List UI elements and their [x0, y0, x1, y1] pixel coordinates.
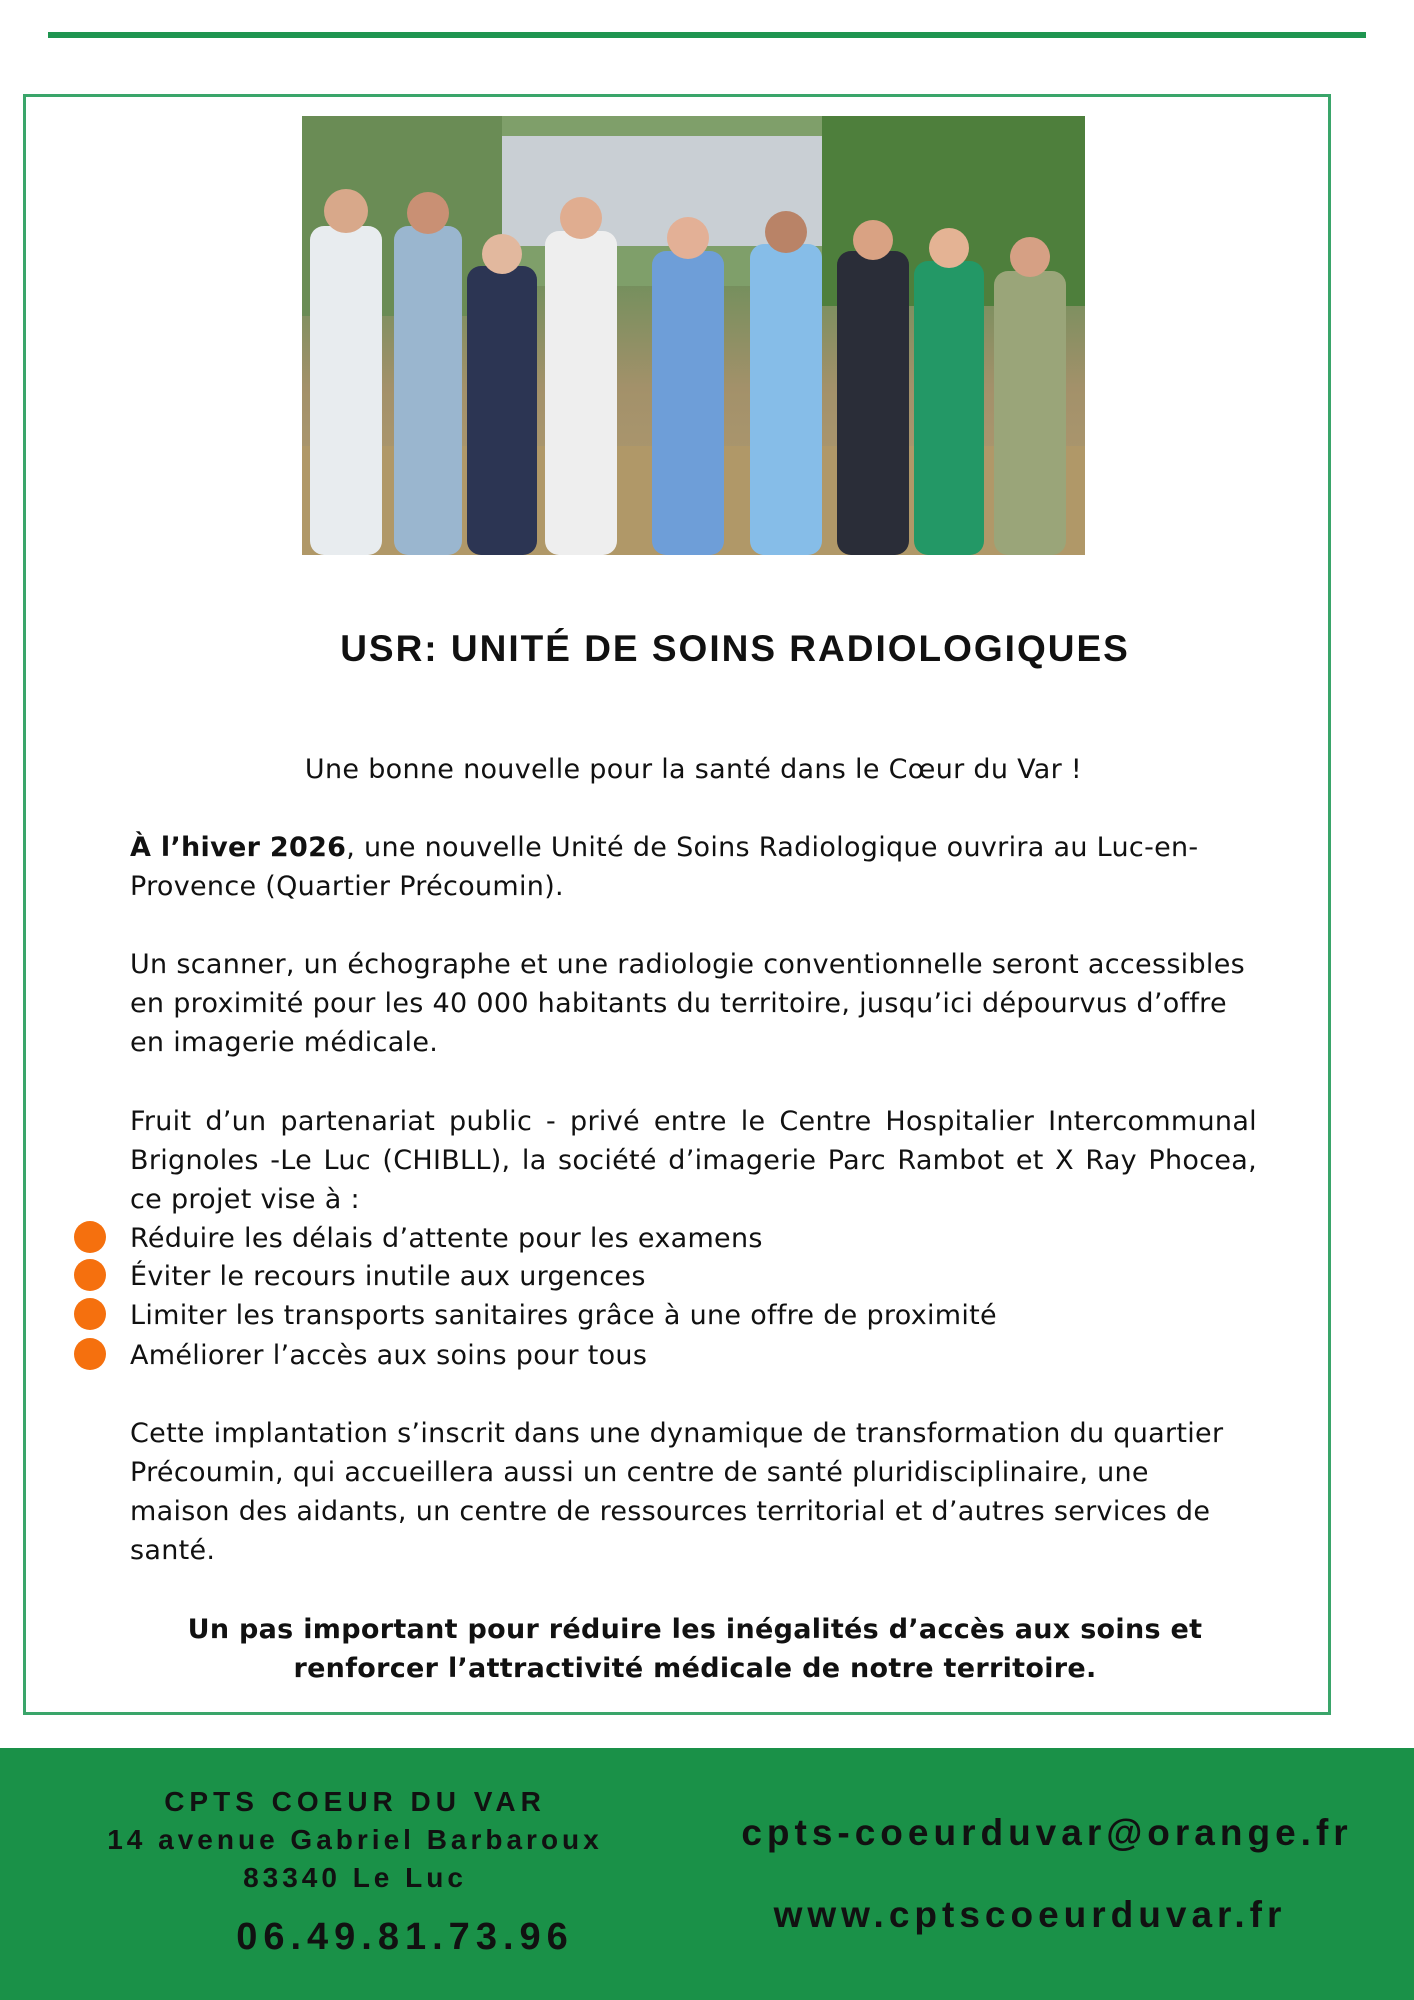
- group-photo: [302, 116, 1085, 555]
- list-item: Limiter les transports sanitaires grâce à une offre de proximité: [130, 1300, 997, 1331]
- list-item: Éviter le recours inutile aux urgences: [130, 1261, 646, 1292]
- footer-website[interactable]: www.cptscoeurduvar.fr: [773, 1894, 1287, 1935]
- list-item: Réduire les délais d’attente pour les examens: [130, 1223, 763, 1254]
- bullet-dot-icon: [74, 1221, 106, 1253]
- top-rule: [48, 32, 1366, 38]
- paragraph-partnership: Fruit d’un partenariat public - privé entre le Centre Hospitalier Intercommunal Brignoles -Le Luc (CHIBLL), la société d’imagerie Parc Rambot et X Ray Phocea, ce projet vise à :: [130, 1106, 1257, 1215]
- footer-postcode: 83340 Le Luc: [243, 1862, 467, 1893]
- footer: [0, 1748, 1414, 2000]
- paragraph-opening: [130, 828, 1257, 906]
- footer-email[interactable]: cpts-coeurduvar@orange.fr: [741, 1812, 1353, 1853]
- bullet-dot-icon: [74, 1298, 106, 1330]
- list-item: Améliorer l’accès aux soins pour tous: [130, 1340, 648, 1371]
- opening-date: À l’hiver 2026: [130, 832, 347, 863]
- footer-org: CPTS COEUR DU VAR: [164, 1786, 546, 1817]
- group-photo-icon: [302, 116, 1085, 555]
- paragraph-transformation: Cette implantation s’inscrit dans une dynamique de transformation du quartier Précoumin, qui accueillera aussi un centre de santé pluridisciplinaire, une maison des aidants, un centre de ressources territorial et d’autres services de santé.: [130, 1418, 1224, 1566]
- paragraph-equipment: Un scanner, un échographe et une radiologie conventionnelle seront accessibles en proximité pour les 40 000 habitants du territoire, jusqu’ici dépourvus d’offre en imagerie médicale.: [130, 949, 1246, 1058]
- bullet-dot-icon: [74, 1338, 106, 1370]
- closing-statement: Un pas important pour réduire les inégalités d’accès aux soins et renforcer l’attractivité médicale de notre territoire.: [187, 1614, 1203, 1684]
- footer-address: 14 avenue Gabriel Barbaroux: [107, 1824, 603, 1855]
- footer-phone[interactable]: 06.49.81.73.96: [236, 1916, 574, 1958]
- bullet-dot-icon: [74, 1259, 106, 1291]
- intro-text: Une bonne nouvelle pour la santé dans le Cœur du Var !: [304, 754, 1083, 785]
- opening-text: , une nouvelle Unité de Soins Radiologique ouvrira au Luc-en-Provence (Quartier Précoumin).: [130, 832, 1199, 902]
- page-title: USR: UNITÉ DE SOINS RADIOLOGIQUES: [340, 628, 1130, 669]
